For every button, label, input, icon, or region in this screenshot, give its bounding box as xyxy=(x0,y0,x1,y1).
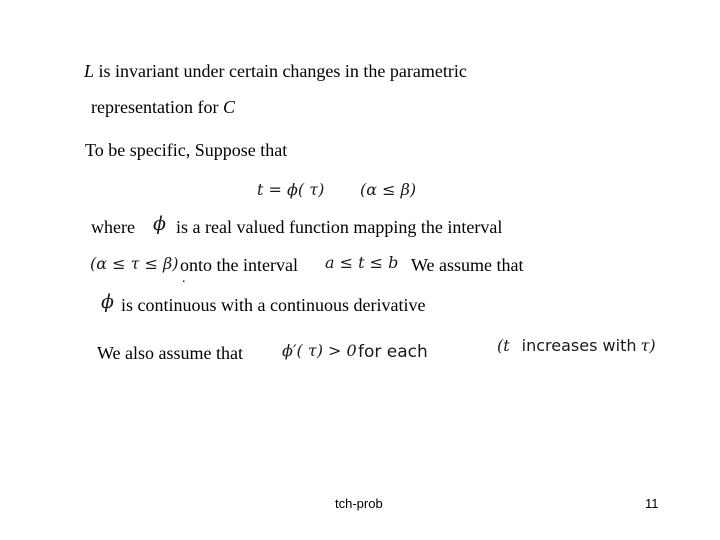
page-number: 11 xyxy=(645,496,659,511)
increases-close: τ) xyxy=(640,336,656,355)
equation-derivative: ϕ′( τ) > 0 xyxy=(282,341,357,360)
where-label: where xyxy=(91,217,135,237)
representation-text: representation for xyxy=(91,97,223,117)
phi-symbol: ϕ xyxy=(153,213,166,235)
text-line-representation xyxy=(91,98,235,116)
for-each-text: for each xyxy=(358,342,428,362)
onto-text: onto the interval xyxy=(180,255,298,275)
footer-label: tch-prob xyxy=(335,496,383,511)
interval-tau: (α ≤ τ ≤ β) xyxy=(90,254,179,273)
var-C: C xyxy=(222,97,235,117)
equation-range: (α ≤ β) xyxy=(360,180,417,199)
where-description: is a real valued function mapping the interval xyxy=(176,217,503,237)
increases-open: (t xyxy=(497,336,510,355)
invariance-text: is invariant under certain changes in the parametric xyxy=(94,61,467,81)
equation-t-phi-tau: t = ϕ( τ) xyxy=(257,180,325,199)
interval-t: a ≤ t ≤ b xyxy=(325,253,399,272)
text-line-specific: To be specific, Suppose that xyxy=(85,140,288,160)
increases-text: increases with xyxy=(521,336,637,355)
assume-text: We assume that xyxy=(411,255,524,275)
increases-note xyxy=(497,338,656,356)
phi-symbol-2: ϕ xyxy=(101,291,114,313)
text-line-invariance xyxy=(84,62,467,80)
also-assume-text: We also assume that xyxy=(97,343,244,363)
var-L: L xyxy=(84,61,95,81)
dot-mark: . xyxy=(182,271,186,286)
continuous-text: is continuous with a continuous derivative xyxy=(121,295,426,315)
